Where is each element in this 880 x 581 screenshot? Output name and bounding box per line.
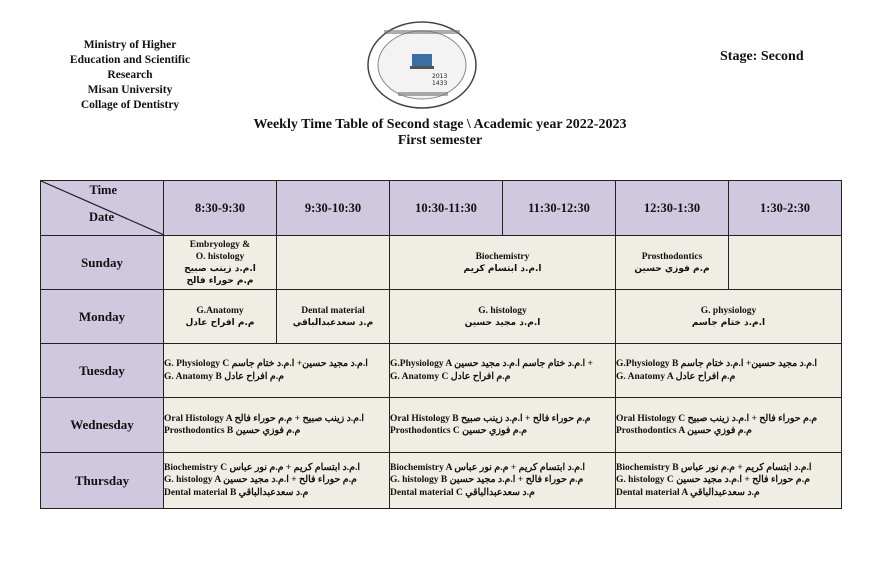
day-label: Thursday: [41, 453, 164, 509]
table-row-wednesday: [41, 398, 842, 453]
session-line: Biochemistry C ا.م.د ابتسام كريم + م.م نور عباس: [164, 462, 361, 473]
time-slot-header: 12:30-1:30: [616, 181, 729, 236]
time-slot-header: 10:30-11:30: [390, 181, 503, 236]
table-row-thursday: [41, 453, 842, 509]
session-cell: [390, 453, 616, 509]
instructor-name: ا.م.د ختام جاسم: [691, 317, 766, 328]
course-name: O. histology: [195, 251, 245, 262]
timetable: [40, 180, 842, 509]
title-line-1: Weekly Time Table of Second stage \ Academic year 2022-2023: [253, 117, 627, 132]
empty-cell: [277, 236, 390, 290]
course-name: G. physiology: [700, 305, 757, 316]
session-line: G. histology A م.م حوراء فالح + ا.م.د مجيد حسين: [164, 475, 357, 486]
time-slot-header: 8:30-9:30: [164, 181, 277, 236]
instructor-name: م.د سعدعبدالباقي: [292, 317, 374, 328]
session-line: Oral Histology B م.م حوراء فالح + ا.م.د زينب صبيح: [390, 413, 591, 424]
session-line: G.Physiology A ا.م.د ختام جاسم ا.م.د مجيد حسين +: [390, 359, 593, 369]
session-line: G.Physiology B ا.م.د مجيد حسين+ ا.م.د ختام جاسم: [616, 359, 818, 369]
time-slot-header: 9:30-10:30: [277, 181, 390, 236]
title-line-2: First semester: [397, 133, 483, 148]
session-cell: [390, 236, 616, 290]
instructor-name: م.م افراح عادل: [185, 317, 255, 328]
instructor-name: م.م حوراء فالح: [186, 275, 254, 286]
session-cell: [277, 290, 390, 344]
time-slot-header: 1:30-2:30: [729, 181, 842, 236]
course-name: Biochemistry: [475, 251, 530, 262]
session-line: G. Physiology C ا.م.د مجيد حسين+ ا.م.د ختام جاسم: [164, 359, 368, 369]
session-cell: [164, 236, 277, 290]
session-line: G. Anatomy C م.م افراح عادل: [390, 371, 511, 382]
session-line: Prosthodontics A م.م فوزي حسين: [616, 426, 752, 436]
corner-time-label: Time: [89, 183, 117, 197]
session-cell: [616, 290, 842, 344]
session-line: G. Anatomy B م.م افراح عادل: [164, 371, 284, 382]
logo-year-top: 2013: [432, 73, 448, 80]
day-label: Tuesday: [41, 344, 164, 398]
session-line: G. Anatomy A م.م افراح عادل: [616, 371, 736, 382]
session-cell: [390, 290, 616, 344]
instructor-name: ا.م.د مجيد حسين: [464, 317, 541, 328]
session-line: Prosthodontics B م.م فوزي حسين: [164, 426, 301, 436]
table-row-tuesday: [41, 344, 842, 398]
ministry-line: Research: [107, 69, 153, 81]
session-cell: [616, 344, 842, 398]
ministry-header: [60, 38, 200, 113]
course-name: Prosthodontics: [641, 251, 703, 262]
session-line: Oral Histology A ا.م.د زينب صبيح + م.م حوراء فالح: [164, 413, 365, 424]
university-logo: [366, 20, 478, 110]
ministry-line: Misan University: [87, 84, 173, 96]
session-line: Biochemistry A ا.م.د ابتسام كريم + م.م نور عباس: [390, 462, 585, 473]
instructor-name: ا.م.د ابتسام كريم: [463, 263, 542, 274]
table-row-sunday: [41, 236, 842, 290]
time-slot-header: 11:30-12:30: [503, 181, 616, 236]
ministry-line: Collage of Dentistry: [80, 99, 180, 111]
session-line: Dental material B م.د سعدعبدالباقي: [164, 487, 309, 498]
session-line: Oral Histology C م.م حوراء فالح + ا.م.د زينب صبيح: [616, 413, 818, 424]
course-name: Embryology &: [189, 239, 251, 250]
session-line: Dental material C م.د سعدعبدالباقي: [390, 487, 535, 498]
day-label: Monday: [41, 290, 164, 344]
course-name: G. histology: [478, 305, 527, 316]
corner-date-label: Date: [89, 210, 114, 224]
ministry-line: Ministry of Higher: [83, 39, 177, 51]
session-cell: [164, 398, 390, 453]
logo-year-bottom: 1433: [432, 80, 448, 87]
empty-cell: [729, 236, 842, 290]
session-cell: [616, 453, 842, 509]
session-cell: [390, 344, 616, 398]
course-name: G.Anatomy: [196, 305, 244, 316]
day-label: Wednesday: [41, 398, 164, 453]
table-row-monday: [41, 290, 842, 344]
stage-label: Stage: Second: [720, 49, 804, 64]
instructor-name: ا.م.د زينب صبيح: [184, 263, 256, 274]
session-line: G. histology B م.م حوراء فالح + ا.م.د مجيد حسين: [390, 475, 584, 486]
ministry-line: Education and Scientific: [69, 54, 191, 66]
page-title: [0, 117, 880, 149]
session-line: Dental material A م.د سعدعبدالباقي: [616, 487, 760, 498]
course-name: Dental material: [301, 305, 365, 316]
session-cell: [164, 453, 390, 509]
session-line: Prosthodontics C م.م فوزي حسين: [390, 426, 527, 436]
session-cell: [616, 398, 842, 453]
day-label: Sunday: [41, 236, 164, 290]
session-cell: [390, 398, 616, 453]
session-cell: [164, 344, 390, 398]
session-line: Biochemistry B ا.م.د ابتسام كريم + م.م نور عباس: [616, 462, 812, 473]
session-cell: [164, 290, 277, 344]
corner-cell: [41, 181, 164, 236]
session-line: G. histology C م.م حوراء فالح + ا.م.د مجيد حسين: [616, 475, 810, 486]
session-cell: [616, 236, 729, 290]
instructor-name: م.م فوزي حسين: [634, 263, 710, 274]
